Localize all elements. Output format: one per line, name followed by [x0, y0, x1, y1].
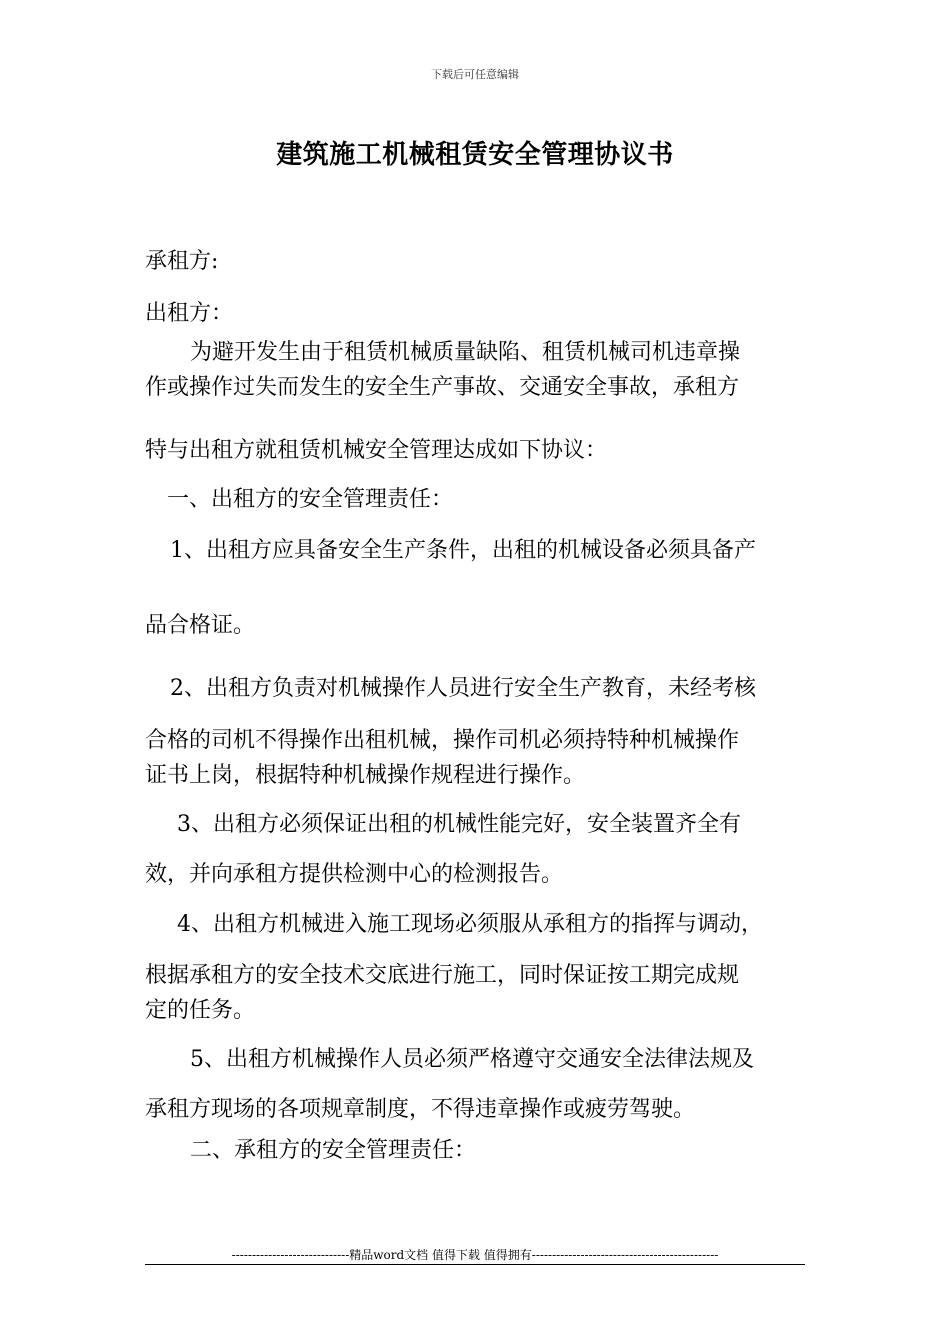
page-footer-note: -----------------------------精品word文档 值得下载 值得拥有---------------------------------------------- — [231, 1248, 719, 1262]
page-header-note: 下载后可任意编辑 — [431, 68, 519, 81]
item-1-line-2: 品合格证。 — [145, 613, 256, 638]
item-4-line-3: 定的任务。 — [145, 998, 256, 1023]
item-2-line-1: 2、出租方负责对机械操作人员进行安全生产教育，未经考核 — [170, 676, 756, 701]
item-1-line-1: 1、出租方应具备安全生产条件，出租的机械设备必须具备产 — [170, 538, 756, 563]
item-4-line-2: 根据承租方的安全技术交底进行施工，同时保证按工期完成规 — [145, 963, 740, 988]
section-1-heading: 一、出租方的安全管理责任： — [167, 487, 454, 512]
item-2-line-3: 证书上岗，根据特种机械操作规程进行操作。 — [145, 763, 586, 788]
item-5-line-1: 5、出租方机械操作人员必须严格遵守交通安全法律法规及 — [190, 1047, 754, 1072]
section-2-heading: 二、承租方的安全管理责任： — [190, 1138, 477, 1163]
document-title: 建筑施工机械租赁安全管理协议书 — [276, 140, 674, 170]
intro-line-1: 为避开发生由于租赁机械质量缺陷、租赁机械司机违章操 — [190, 340, 741, 365]
lessor-label: 出租方： — [145, 301, 234, 326]
item-4-line-1: 4、出租方机械进入施工现场必须服从承租方的指挥与调动， — [177, 912, 763, 937]
item-3-line-2: 效，并向承租方提供检测中心的检测报告。 — [145, 862, 564, 887]
item-5-line-2: 承租方现场的各项规章制度，不得违章操作或疲劳驾驶。 — [145, 1097, 696, 1122]
intro-line-2: 作或操作过失而发生的安全生产事故、交通安全事故，承租方 — [145, 375, 740, 400]
item-2-line-2: 合格的司机不得操作出租机械，操作司机必须持特种机械操作 — [145, 728, 740, 753]
item-3-line-1: 3、出租方必须保证出租的机械性能完好，安全装置齐全有 — [177, 812, 741, 837]
footer-divider — [145, 1264, 805, 1265]
intro-line-3: 特与出租方就租赁机械安全管理达成如下协议： — [145, 438, 608, 463]
lessee-label: 承租方: — [145, 249, 219, 274]
